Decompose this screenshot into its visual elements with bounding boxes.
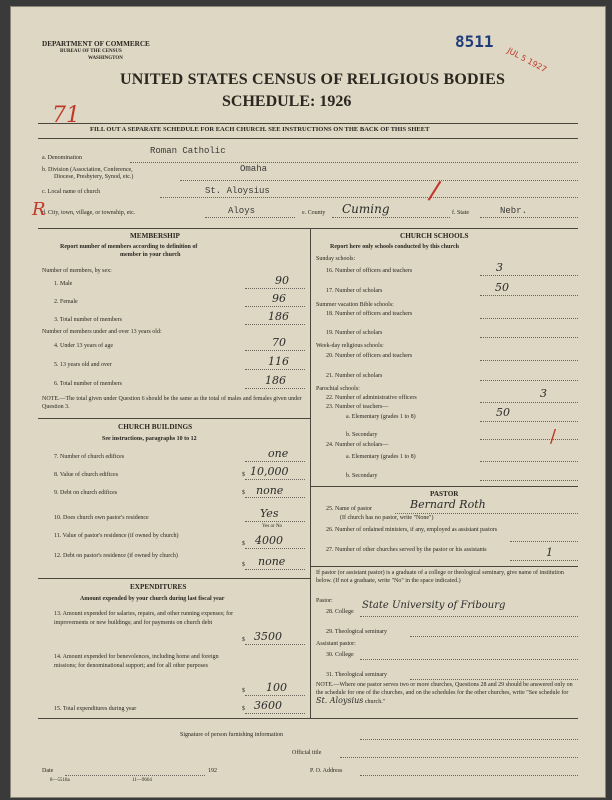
q13-label: 13. Amount expended for salaries, repairs, and other running expenses; for improvements or new buildings; and for payments on church debt	[54, 611, 234, 626]
buildings-sub: See instructions, paragraphs 10 to 12	[102, 436, 197, 442]
local-name-label: c. Local name of church	[42, 189, 101, 195]
membership-sub1: Report number of members according to definition of	[60, 244, 198, 250]
q29-label: 29. Theological seminary	[326, 629, 388, 635]
q24b-label: b. Secondary	[346, 473, 378, 479]
q7-value: one	[268, 447, 289, 460]
sex-label: Number of members, by sex:	[42, 268, 112, 274]
city-label: d. City, town, village, or township, etc.	[42, 210, 136, 216]
q28-value: State University of Fribourg	[362, 600, 506, 611]
q2-label: 2. Female	[54, 299, 78, 305]
schools-sub: Report here only schools conducted by this church	[330, 244, 459, 250]
state-value: Nebr.	[500, 206, 528, 216]
year-label: 192	[208, 768, 217, 774]
membership-sub2: member in your church	[120, 252, 181, 258]
summer-label: Summer vacation Bible schools:	[316, 302, 394, 308]
q27-label: 27. Number of other churches served by the pastor or his assistants	[326, 547, 487, 553]
census-schedule-sheet: DEPARTMENT OF COMMERCE BUREAU OF THE CENSUS WASHINGTON UNITED STATES CENSUS OF RELIGIOUS BODIES SCHEDULE: 1926 8511 JUL 5 1927 71 FILL OUT A SEPARATE SCHEDULE FOR EACH CHURCH. SEE INSTRUCTIONS ON THE BACK OF THIS SHEET Roman Catholic a. Denomination b. Division (Association, Conference, Diocese, Presbytery, Synod, etc.) Omaha c. Local name of church St. Aloysius d. City, town, village, or township, etc. Aloys e. County Cuming f. State Nebr. R MEMBERSHIP Report number of members according to definition of member in your church Number of members, by sex: 1. Male 90 2. Female 96 3. Total number of members 186 Number of members under and over 13 years old: 4. Under 13 years of age 70 5. 13 years old and over 116 6. Total number of members 186 NOTE.—The total given under Question 6 should be the same as the total of males and females given under Question 3. CHURCH BUILDINGS See instructions, paragraphs 10 to 12 7. Number of church edifices one 8. Value of church edifices $ 10,000 9. Debt on church edifices $ none 10. Does church own pastor's residence Yes Yes or No 11. Value of pastor's residence (if owned by church) $ 4000 12. Debt on pastor's residence (if owned by church) $ none EXPENDITURES Amount expended by your church during last fiscal year 13. Amount expended for salaries, repairs, and other running expenses; for improvements or new buildings; and for payments on church debt $ 3500 14. Amount expended for benevolences, including home and foreign missions; for denominational support; and for all other purposes $ 100 15. Total expenditures during year $ 3600 CHURCH SCHOOLS Report here only schools conducted by this church Sunday schools: 16. Number of officers and teachers 3 17. Number of scholars 50 Summer vacation Bible schools: 18. Number of officers and teachers 19. Number of scholars Week-day religious schools: 20. Number of officers and teachers 21. Number of scholars Parochial schools: 22. Number of administrative officers 3 23. Number of teachers— a. Elementary (grades 1 to 8) 50 b. Secondary 24. Number of scholars— a. Elementary (grades 1 to 8) b. Secondary PASTOR 25. Name of pastor Bernard Roth (If church has no pastor, write "None") 26. Number of ordained ministers, if any, employed as assistant pastors 27. Number of other churches served by the pastor or his assistants 1 If pastor (or assistant pastor) is a graduate of a college or theological seminary, give name of institution below. (If not a graduate, write "No" in the space indicated.) Pastor: 28. College State University of Fribourg 29. Theological seminary Assistant pastor: 30. College 31. Theological seminary NOTE.—Where one pastor serves two or more churches, Questions 28 and 29 should be answered only on the schedule for one of the churches, and on the schedules for the other churches, write "See schedule for St. Aloysius church." Signature of person furnishing information Official title Date 192 P. O. Address 8—5518a 11—9664 / /	[10, 6, 606, 798]
check-mark-r: R	[32, 199, 46, 220]
q7-label: 7. Number of church edifices	[54, 454, 125, 460]
q24-label: 24. Number of scholars—	[326, 442, 389, 448]
q26-label: 26. Number of ordained ministers, if any, employed as assistant pastors	[326, 527, 498, 533]
signature-label: Signature of person furnishing information	[180, 732, 283, 738]
form-title: UNITED STATES CENSUS OF RELIGIOUS BODIES	[120, 71, 506, 88]
q21-label: 21. Number of scholars	[326, 373, 383, 379]
q23b-label: b. Secondary	[346, 432, 378, 438]
q16-label: 16. Number of officers and teachers	[326, 268, 413, 274]
membership-heading: MEMBERSHIP	[130, 232, 180, 240]
q4-value: 70	[272, 336, 286, 349]
q1-value: 90	[275, 274, 289, 287]
q10-value: Yes	[260, 507, 279, 520]
stamped-number: 8511	[455, 32, 494, 51]
bureau-name: BUREAU OF THE CENSUS	[60, 49, 122, 54]
q3-label: 3. Total number of members	[54, 317, 122, 323]
county-label: e. County	[302, 210, 326, 216]
q17-value: 50	[495, 281, 509, 294]
q18-label: 18. Number of officers and teachers	[326, 311, 413, 317]
q15-label: 15. Total expenditures during year	[54, 706, 137, 712]
date-label: Date	[42, 768, 54, 774]
division-label: b. Division (Association, Conference,	[42, 167, 133, 173]
yes-no-hint: Yes or No	[262, 524, 283, 529]
q28-label: 28. College	[326, 609, 354, 615]
check-mark-large: /	[426, 175, 443, 207]
q22-value: 3	[540, 387, 547, 400]
parochial-label: Parochial schools:	[316, 386, 360, 392]
expenditures-heading: EXPENDITURES	[130, 583, 187, 591]
q3-value: 186	[268, 310, 289, 323]
q2-value: 96	[272, 292, 286, 305]
q8-label: 8. Value of church edifices	[54, 472, 119, 478]
q12-label: 12. Debt on pastor's residence (if owned by church)	[54, 553, 178, 559]
official-title-label: Official title	[292, 750, 322, 756]
state-label: f. State	[452, 210, 469, 216]
dept-name: DEPARTMENT OF COMMERCE	[42, 40, 150, 48]
q14-value: 100	[266, 681, 287, 694]
q24a-label: a. Elementary (grades 1 to 8)	[346, 454, 416, 460]
q9-value: none	[256, 484, 284, 497]
q4-label: 4. Under 13 years of age	[54, 343, 113, 349]
denomination-value: Roman Catholic	[150, 146, 226, 156]
buildings-heading: CHURCH BUILDINGS	[118, 423, 193, 431]
margin-number: 71	[52, 103, 80, 128]
q23a-label: a. Elementary (grades 1 to 8)	[346, 414, 416, 420]
q10-label: 10. Does church own pastor's residence	[54, 515, 149, 521]
pastor-heading: PASTOR	[430, 490, 459, 498]
city-value: Aloys	[228, 206, 256, 216]
county-value: Cuming	[342, 202, 390, 216]
q9-label: 9. Debt on church edifices	[54, 490, 118, 496]
q25-value: Bernard Roth	[410, 498, 486, 511]
division-value: Omaha	[240, 164, 268, 174]
q6-value: 186	[265, 374, 286, 387]
denomination-label: a. Denomination	[42, 155, 82, 161]
instruction-line: FILL OUT A SEPARATE SCHEDULE FOR EACH CHURCH. SEE INSTRUCTIONS ON THE BACK OF THIS SHEET	[90, 126, 430, 133]
pastor-note: NOTE.—Where one pastor serves two or more churches, Questions 28 and 29 should be answered only on the schedule for one of the churches, and on the schedules for the other churches, write "See schedule for St. Aloysius church."	[316, 682, 573, 705]
q15-value: 3600	[254, 699, 282, 712]
q30-label: 30. College	[326, 652, 354, 658]
city-name: WASHINGTON	[88, 56, 123, 61]
q31-label: 31. Theological seminary	[326, 672, 388, 678]
q14-label: 14. Amount expended for benevolences, including home and foreign missions; for denominational support; and for all other purposes	[54, 654, 219, 669]
schedule-title: SCHEDULE: 1926	[222, 93, 352, 110]
q11-label: 11. Value of pastor's residence (if owned by church)	[54, 533, 179, 539]
po-address-label: P. O. Address	[310, 768, 343, 774]
note-church-value: St. Aloysius	[316, 696, 364, 705]
q8-value: 10,000	[250, 465, 289, 478]
q23a-value: 50	[496, 406, 510, 419]
q19-label: 19. Number of scholars	[326, 330, 383, 336]
q5-label: 5. 13 years old and over	[54, 362, 112, 368]
received-date-stamp: JUL 5 1927	[505, 46, 549, 75]
age-label: Number of members under and over 13 years old:	[42, 329, 162, 335]
weekday-label: Week-day religious schools:	[316, 343, 384, 349]
schools-heading: CHURCH SCHOOLS	[400, 232, 469, 240]
q6-label: 6. Total number of members	[54, 381, 122, 387]
q25-label: 25. Name of pastor	[326, 506, 372, 512]
membership-note: NOTE.—The total given under Question 6 should be the same as the total of males and females given under Question 3.	[42, 396, 302, 410]
graduate-instruction: If pastor (or assistant pastor) is a graduate of a college or theological seminary, give name of institution below. (If not a graduate, write "No" in the space indicated.)	[316, 570, 564, 584]
q25-note: (If church has no pastor, write "None")	[340, 515, 434, 521]
q13-value: 3500	[254, 630, 282, 643]
q12-value: none	[258, 555, 286, 568]
check-mark-small: /	[550, 426, 557, 447]
assistant-label: Assistant pastor:	[316, 641, 356, 647]
q5-value: 116	[268, 355, 289, 368]
q17-label: 17. Number of scholars	[326, 288, 383, 294]
q20-label: 20. Number of officers and teachers	[326, 353, 413, 359]
form-number: 8—5518a	[50, 778, 70, 783]
q22-label: 22. Number of administrative officers	[326, 395, 417, 401]
q27-value: 1	[546, 546, 553, 559]
q11-value: 4000	[255, 534, 283, 547]
print-number: 11—9664	[132, 778, 152, 783]
pastor-label: Pastor:	[316, 598, 333, 604]
q23-label: 23. Number of teachers—	[326, 404, 389, 410]
q1-label: 1. Male	[54, 281, 73, 287]
local-name-value: St. Aloysius	[205, 186, 270, 196]
sunday-label: Sunday schools:	[316, 256, 356, 262]
expenditures-sub: Amount expended by your church during last fiscal year	[80, 596, 225, 602]
division-label-cont: Diocese, Presbytery, Synod, etc.)	[54, 174, 134, 180]
q16-value: 3	[496, 261, 503, 274]
